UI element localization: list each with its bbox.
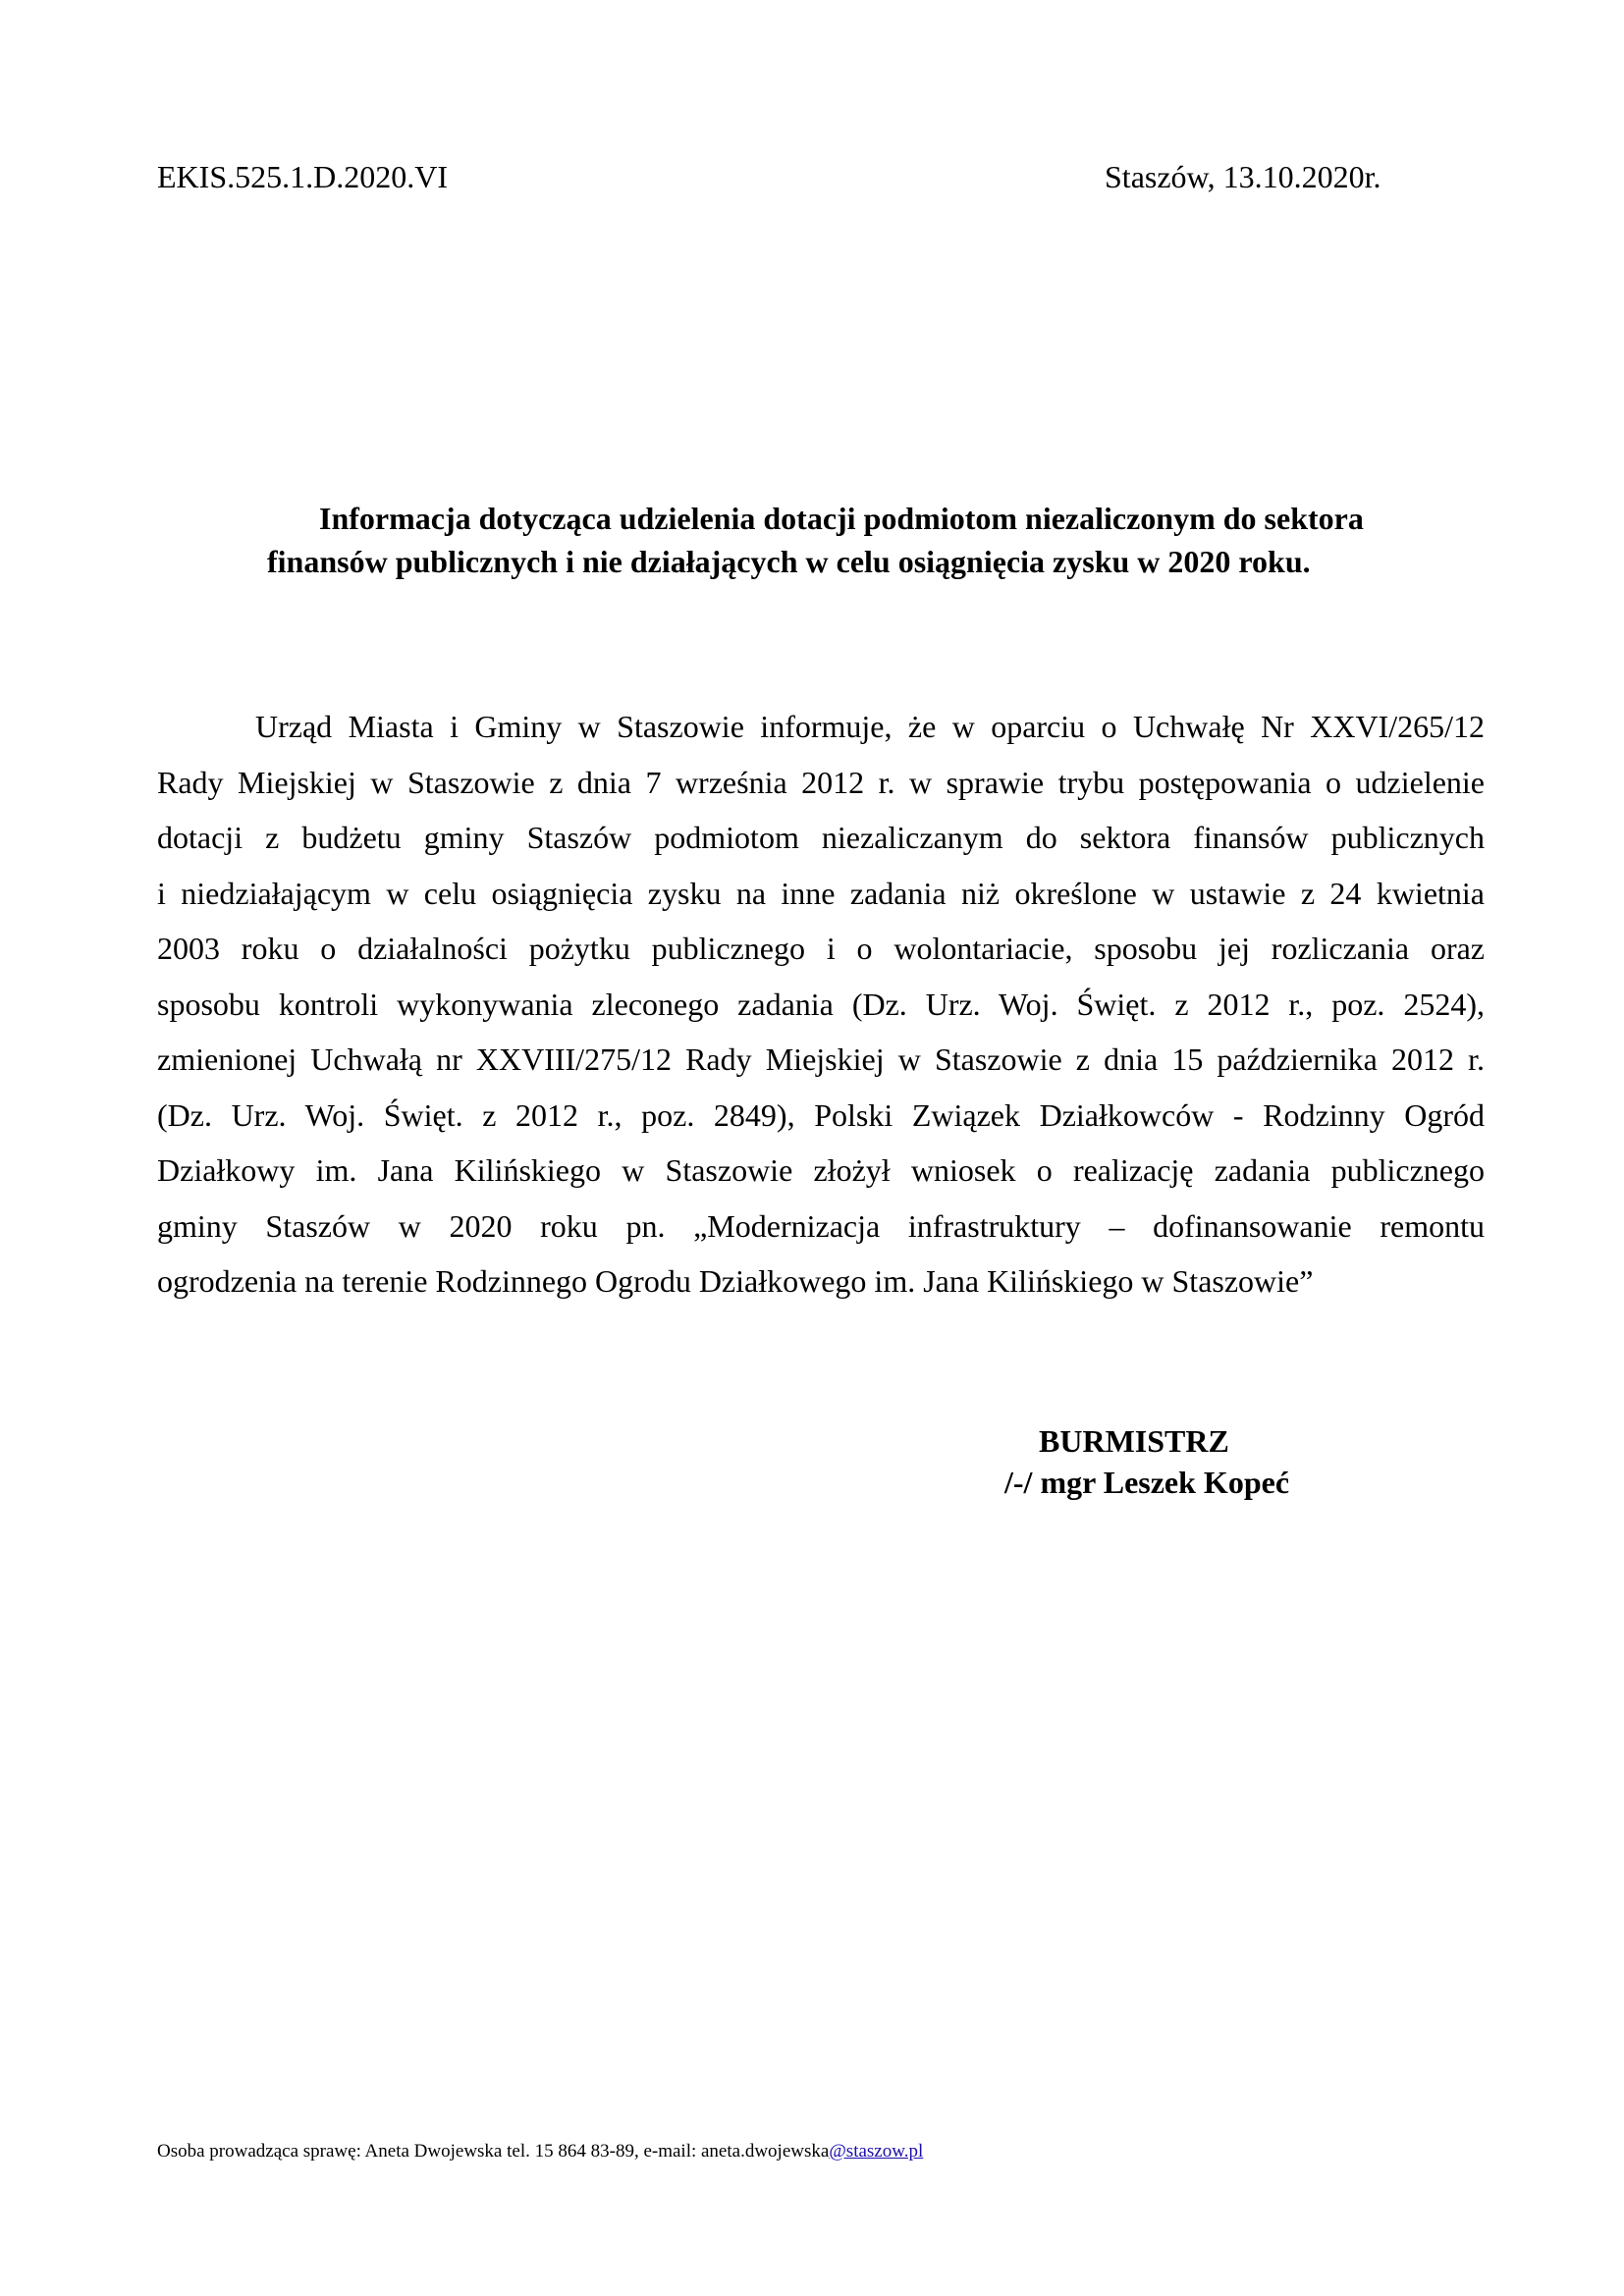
body-line: dotacji z budżetu gminy Staszów podmiotom niezaliczanym do sektora finansów publicznych: [157, 820, 1485, 855]
contact-footer: [157, 2140, 923, 2163]
email-domain-link[interactable]: @staszow.pl: [829, 2141, 924, 2162]
signature-name: /-/ mgr Leszek Kopeć: [1004, 1465, 1290, 1500]
document-reference-number: EKIS.525.1.D.2020.VI: [157, 159, 448, 194]
body-line: sposobu kontroli wykonywania zleconego zadania (Dz. Urz. Woj. Święt. z 2012 r., poz. 2524),: [157, 986, 1485, 1022]
document-title: [157, 497, 1468, 583]
body-line: Działkowy im. Jana Kilińskiego w Staszowie złożył wniosek o realizację zadania publicznego: [157, 1152, 1485, 1188]
body-line: Rady Miejskiej w Staszowie z dnia 7 września 2012 r. w sprawie trybu postępowania o udzielenie: [157, 764, 1485, 800]
title-line-2: finansów publicznych i nie działających w celu osiągnięcia zysku w 2020 roku.: [267, 544, 1311, 579]
body-line: (Dz. Urz. Woj. Święt. z 2012 r., poz. 2849), Polski Związek Działkowców - Rodzinny Ogród: [157, 1096, 1485, 1133]
signature-title: BURMISTRZ: [1039, 1423, 1229, 1459]
body-line: 2003 roku o działalności pożytku publicznego i o wolontariacie, sposobu jej rozliczania oraz: [157, 931, 1485, 966]
body-line: i niedziałającym w celu osiągnięcia zysku na inne zadania niż określone w ustawie z 24 kwietnia: [157, 875, 1485, 911]
body-line: Urząd Miasta i Gminy w Staszowie informuje, że w oparciu o Uchwałę Nr XXVI/265/12: [255, 709, 1485, 744]
contact-text: Osoba prowadząca sprawę: Aneta Dwojewska tel. 15 864 83-89, e-mail: aneta.dwojewska: [157, 2141, 830, 2162]
body-paragraph: [157, 699, 1485, 1309]
place-and-date: Staszów, 13.10.2020r.: [1105, 159, 1381, 194]
title-line-1: Informacja dotycząca udzielenia dotacji podmiotom niezaliczonym do sektora: [319, 501, 1364, 536]
body-line: gminy Staszów w 2020 roku pn. „Modernizacja infrastruktury – dofinansowanie remontu: [157, 1207, 1485, 1244]
body-line: zmienionej Uchwałą nr XXVIII/275/12 Rady Miejskiej w Staszowie z dnia 15 października 2012 r.: [157, 1041, 1485, 1077]
body-line: ogrodzenia na terenie Rodzinnego Ogrodu Działkowego im. Jana Kilińskiego w Staszowie”: [157, 1263, 1314, 1299]
